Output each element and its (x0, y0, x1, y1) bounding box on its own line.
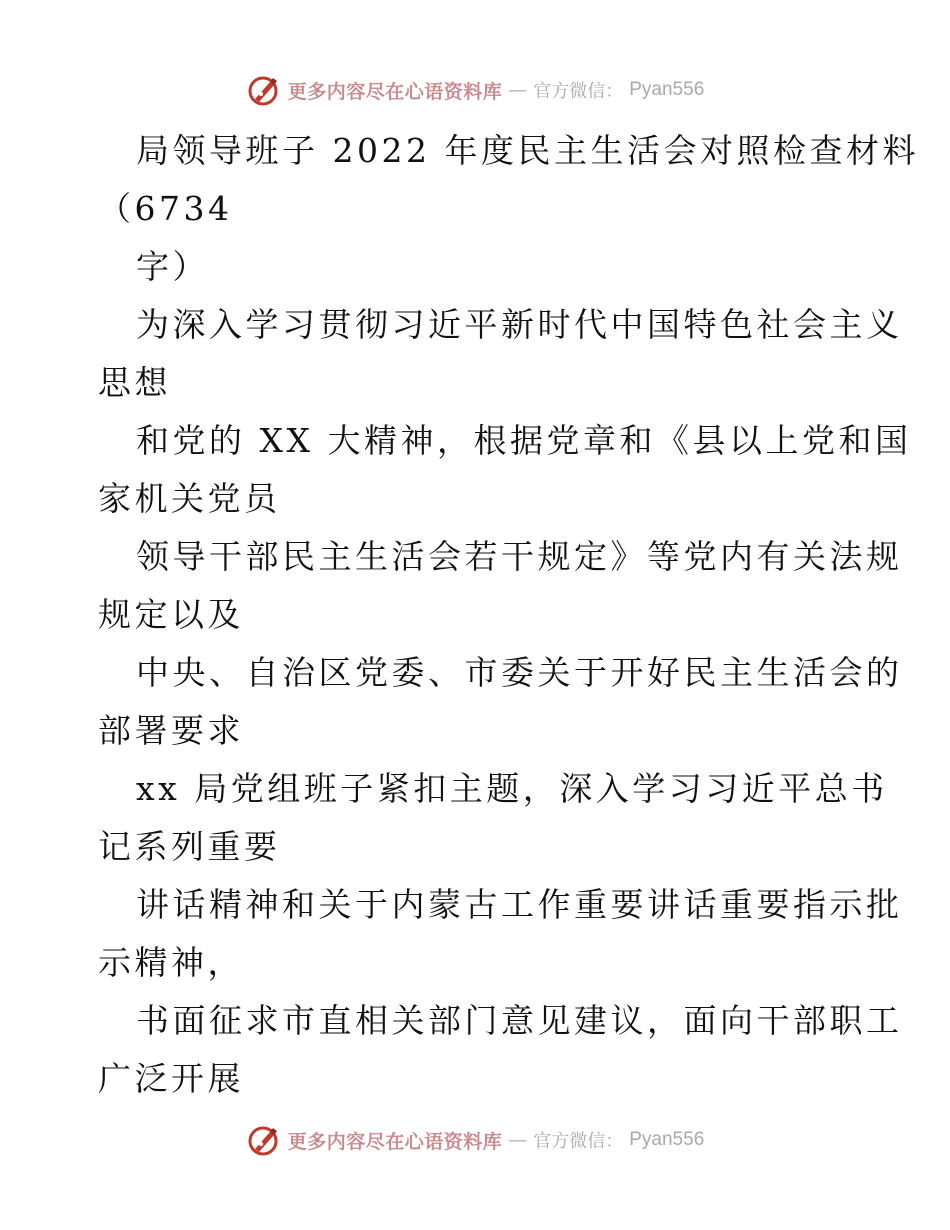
doc-text-line: 家机关党员 (98, 479, 281, 518)
doc-title-line-1: 局领导班子 2022 年度民主生活会对照检查材料 (136, 131, 919, 170)
doc-text-line: 记系列重要 (98, 827, 281, 866)
doc-text-line: 示精神， (98, 943, 244, 982)
document-body (98, 122, 919, 1108)
doc-text-line: 部署要求 (98, 711, 244, 750)
watermark-wechat-label: 官方微信： (533, 81, 624, 102)
doc-text-line: 思想 (98, 363, 171, 402)
watermark-separator: — (508, 79, 528, 101)
watermark-separator: — (508, 1129, 528, 1151)
watermark-brand-text: 更多内容尽在心语资料库 (287, 80, 503, 103)
doc-text-line: 书面征求市直相关部门意见建议，面向干部职工 (136, 1001, 903, 1040)
watermark-wechat-id: Pyan556 (629, 1129, 705, 1150)
footer-watermark (0, 1120, 950, 1160)
watermark-wechat-id: Pyan556 (629, 79, 705, 100)
doc-text-line: 和党的 XX 大精神，根据党章和《县以上党和国 (136, 421, 912, 460)
doc-text-line: 为深入学习贯彻习近平新时代中国特色社会主义 (136, 305, 903, 344)
doc-title-line-2: （6734 (98, 189, 233, 228)
pen-circle-logo-icon (246, 1122, 282, 1158)
header-watermark (0, 70, 950, 110)
doc-text-line: xx 局党组班子紧扣主题，深入学习习近平总书 (136, 769, 888, 808)
watermark-brand-text: 更多内容尽在心语资料库 (287, 1130, 503, 1153)
doc-title-line-3: 字） (136, 247, 209, 286)
doc-text-line: 规定以及 (98, 595, 244, 634)
doc-text-line: 领导干部民主生活会若干规定》等党内有关法规 (136, 537, 903, 576)
pen-circle-logo-icon (246, 72, 282, 108)
doc-text-line: 中央、自治区党委、市委关于开好民主生活会的 (136, 653, 903, 692)
doc-text-line: 讲话精神和关于内蒙古工作重要讲话重要指示批 (136, 885, 903, 924)
doc-text-line: 广泛开展 (98, 1059, 244, 1098)
watermark-wechat-label: 官方微信： (533, 1131, 624, 1152)
